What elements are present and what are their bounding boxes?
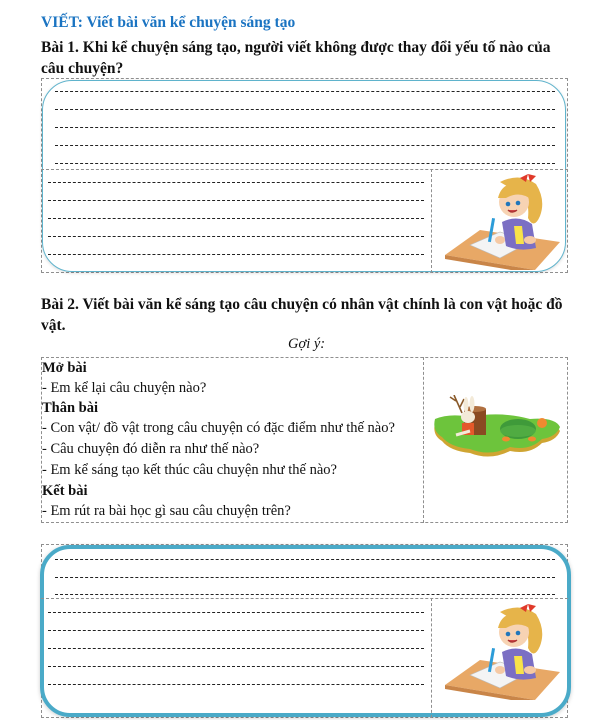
answer-line[interactable] — [55, 109, 555, 110]
answer-line[interactable] — [55, 91, 555, 92]
answer-line[interactable] — [55, 127, 555, 128]
exercise-2-title-line1: Bài 2. Viết bài văn kể sáng tạo câu chuyện có nhân vật chính là con vật hoặc đồ — [41, 296, 563, 313]
rabbit-tortoise-illustration — [430, 395, 565, 475]
answer-line[interactable] — [48, 254, 424, 255]
answer-line[interactable] — [48, 684, 424, 685]
answer-line[interactable] — [48, 648, 424, 649]
answer-line[interactable] — [55, 145, 555, 146]
exercise-2-title-line2: vật. — [41, 317, 66, 334]
exercise-2-title — [41, 294, 571, 336]
hint-item: - Câu chuyện đó diễn ra như thế nào? — [42, 441, 260, 457]
hint-column-divider — [423, 357, 424, 523]
answer-line[interactable] — [48, 236, 424, 237]
answer-line[interactable] — [48, 218, 424, 219]
answer-line[interactable] — [48, 182, 424, 183]
column-divider — [431, 169, 432, 273]
answer-line[interactable] — [55, 559, 555, 560]
answer-line[interactable] — [48, 630, 424, 631]
exercise-1-title-line2: câu chuyện? — [41, 60, 124, 77]
answer-line[interactable] — [48, 612, 424, 613]
row-divider — [41, 598, 568, 599]
hint-label: Gợi ý: — [288, 336, 326, 352]
answer-line[interactable] — [48, 200, 424, 201]
hint-item: - Em rút ra bài học gì sau câu chuyện trên? — [42, 503, 291, 519]
answer-line[interactable] — [55, 594, 555, 595]
hint-item: - Con vật/ đồ vật trong câu chuyện có đặc điểm như thế nào? — [42, 420, 395, 436]
hint-item: - Em kể lại câu chuyện nào? — [42, 380, 207, 396]
hint-item: - Em kể sáng tạo kết thúc câu chuyện như thế nào? — [42, 462, 337, 478]
answer-line[interactable] — [48, 666, 424, 667]
exercise-1-title-line1: Bài 1. Khi kể chuyện sáng tạo, người viết không được thay đổi yếu tố nào của — [41, 39, 551, 56]
column-divider — [431, 598, 432, 718]
girl-writing-illustration — [440, 170, 565, 270]
exercise-1-title — [41, 37, 571, 79]
hint-heading-intro: Mở bài — [42, 360, 87, 376]
hint-heading-conclusion: Kết bài — [42, 483, 88, 499]
section-heading: VIẾT: Viết bài văn kể chuyện sáng tạo — [41, 14, 296, 31]
answer-line[interactable] — [55, 163, 555, 164]
hint-heading-body: Thân bài — [42, 400, 99, 416]
girl-writing-illustration — [440, 600, 565, 700]
answer-line[interactable] — [55, 577, 555, 578]
